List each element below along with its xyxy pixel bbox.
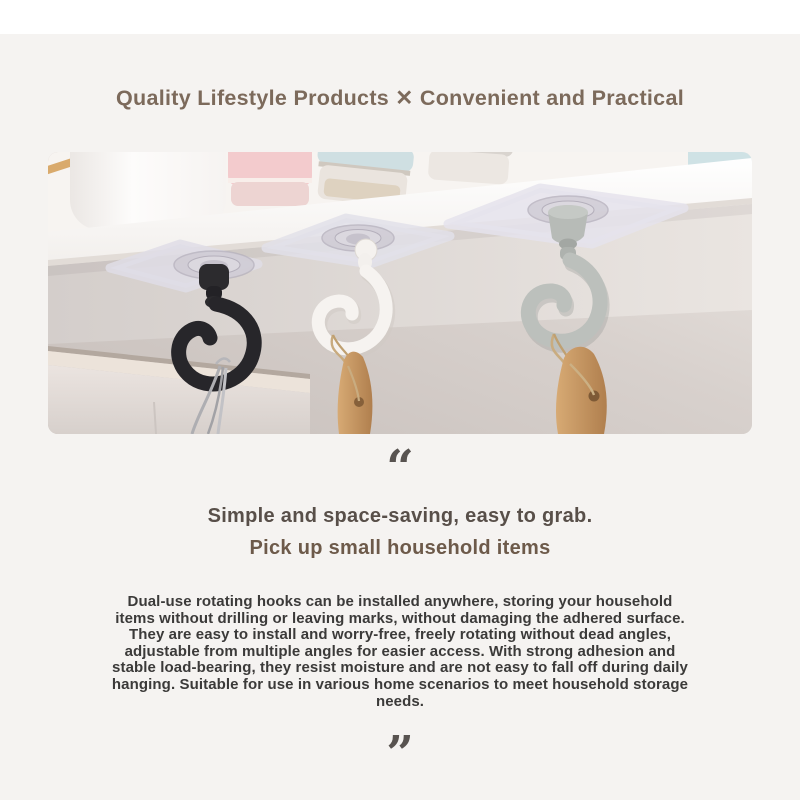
top-white-band [0, 0, 800, 34]
pink-canister [228, 152, 312, 206]
product-description: Dual-use rotating hooks can be installed anywhere, storing your household items without drilling or leaving marks, without damaging the adhered surface. They are easy to install and worry-free, freely rotating without dead angles, adjustable from multiple angles for easier access. With strong adhesion and stable load-bearing, they resist moisture and are not easy to fall off during daily hanging. Suitable for use in various home scenarios to meet household storage needs. [111, 593, 689, 710]
product-photo-illustration [48, 152, 752, 434]
tagline-secondary: Pick up small household items [249, 537, 551, 559]
opening-quote-icon: “ [386, 440, 414, 496]
closing-quote-icon: ” [386, 726, 414, 782]
tagline-primary: Simple and space-saving, easy to grab. [207, 505, 593, 527]
product-photo [48, 152, 752, 434]
page-title: Quality Lifestyle Products ✕ Convenient and Practical [116, 86, 684, 110]
